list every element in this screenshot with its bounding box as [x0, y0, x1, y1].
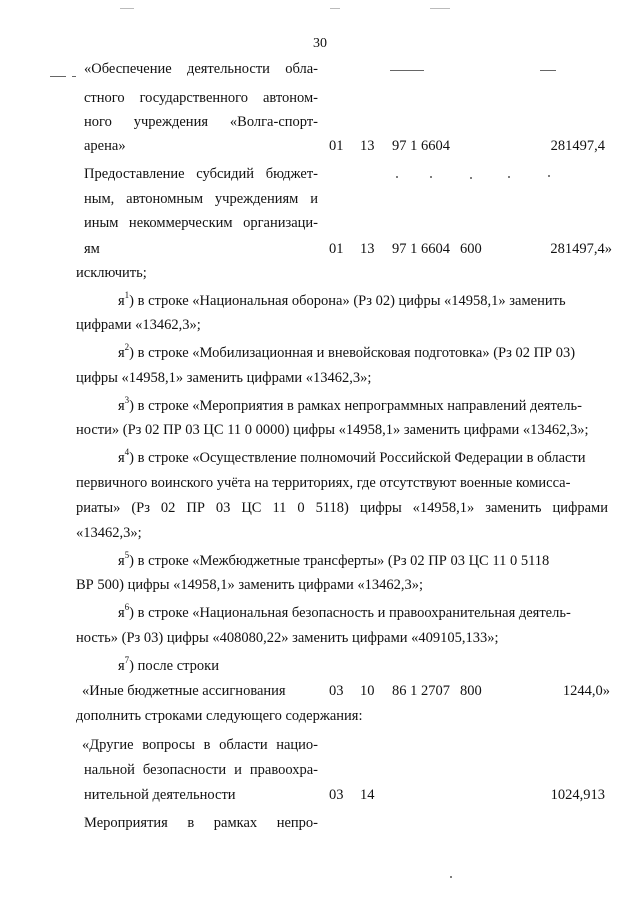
item-text: ) в строке «Мобилизационная и вневойсковая подготовка» (Рз 02 ПР 03) [129, 345, 576, 361]
item-text: ) после строки [129, 658, 219, 674]
block1-line: ного учреждения «Волга-спорт- [84, 114, 318, 130]
scan-dot [548, 175, 550, 177]
block1-code-pr: 13 [360, 138, 375, 154]
block3-line: нительной деятельности [84, 787, 236, 803]
amendment-item-5-cont: ВР 500) цифры «14958,1» заменить цифрами «13462,3»; [76, 577, 424, 593]
item-prefix: я [118, 398, 125, 414]
after-row-label: «Иные бюджетные ассигнования [82, 683, 286, 699]
amendment-item-6 [118, 604, 571, 622]
scan-dot [470, 177, 472, 179]
item-number: 7 [124, 655, 130, 665]
item-text: ) в строке «Межбюджетные трансферты» (Рз 02 ПР 03 ЦС 11 0 5118 [129, 553, 550, 569]
item-number: 6 [124, 602, 130, 612]
scan-dot [396, 176, 398, 178]
block3-amount: 1024,913 [550, 787, 605, 803]
block3-line: нальной безопасности и правоохра- [84, 762, 318, 778]
item-text: ) в строке «Мероприятия в рамках непрограммных направлений деятель- [129, 398, 582, 414]
amendment-item-6-cont: ность» (Рз 03) цифры «408080,22» заменить цифрами «409105,133»; [76, 630, 499, 646]
scan-speck [330, 8, 340, 9]
block2-amount: 281497,4» [550, 241, 612, 257]
item-text: ) в строке «Осуществление полномочий Российской Федерации в области [129, 450, 586, 466]
item-prefix: я [118, 605, 125, 621]
block1-amount: 281497,4 [550, 138, 605, 154]
block2-code-rz: 01 [329, 241, 344, 257]
amendment-item-1 [118, 292, 566, 310]
after-row-code-cs: 86 1 2707 [392, 683, 450, 699]
block1-code-cs: 97 1 6604 [392, 138, 450, 154]
after-row-code-pr: 10 [360, 683, 375, 699]
item-number: 1 [124, 290, 130, 300]
block1-line: стного государственного автоном- [84, 90, 318, 106]
item-prefix: я [118, 553, 125, 569]
exclude-text: исключить; [76, 265, 147, 281]
scan-dash [50, 76, 66, 77]
scan-dot [450, 876, 452, 878]
block2-line: иным некоммерческим организаци- [84, 215, 318, 231]
scan-dot [508, 176, 510, 178]
block3-code-rz: 03 [329, 787, 344, 803]
item-text: ) в строке «Национальная безопасность и правоохранительная деятель- [129, 605, 571, 621]
item-prefix: я [118, 293, 125, 309]
amendment-item-4 [118, 449, 586, 467]
item-number: 2 [124, 342, 130, 352]
after-row-code-rz: 03 [329, 683, 344, 699]
item-text: ) в строке «Национальная оборона» (Рз 02) цифры «14958,1» заменить [129, 293, 566, 309]
amendment-item-3-cont: ности» (Рз 02 ПР 03 ЦС 11 0 0000) цифры «14958,1» заменить цифрами «13462,3»; [76, 422, 589, 438]
amendment-item-2 [118, 344, 575, 362]
after-row-amount: 1244,0» [562, 683, 610, 699]
item-number: 3 [124, 395, 130, 405]
scan-dash [540, 70, 556, 71]
after-row-code-vr: 800 [460, 683, 482, 699]
block2-line: ным, автономным учреждениям и [84, 191, 318, 207]
amendment-item-4-cont: риаты» (Рз 02 ПР 03 ЦС 11 0 5118) цифры «14958,1» заменить цифрами [76, 500, 608, 516]
block3-line: «Другие вопросы в области нацио- [82, 737, 318, 753]
amendment-item-4-cont: «13462,3»; [76, 525, 142, 541]
block2-line: ям [84, 241, 100, 257]
page-number: 30 [313, 36, 327, 51]
amendment-item-2-cont: цифры «14958,1» заменить цифрами «13462,3»; [76, 370, 372, 386]
block3-code-pr: 14 [360, 787, 375, 803]
block1-line: «Обеспечение деятельности обла- [84, 61, 318, 77]
block4-line: Мероприятия в рамках непро- [84, 815, 318, 831]
block2-line: Предоставление субсидий бюджет- [84, 166, 318, 182]
add-lines-text: дополнить строками следующего содержания: [76, 708, 363, 724]
item-prefix: я [118, 450, 125, 466]
amendment-item-3 [118, 397, 582, 415]
amendment-item-4-cont: первичного воинского учёта на территориях, где отсутствуют военные комисса- [76, 475, 571, 491]
block1-code-rz: 01 [329, 138, 344, 154]
block2-code-pr: 13 [360, 241, 375, 257]
item-prefix: я [118, 658, 125, 674]
scan-dash [390, 70, 424, 71]
block2-code-vr: 600 [460, 241, 482, 257]
amendment-item-1-cont: цифрами «13462,3»; [76, 317, 201, 333]
scan-dash [72, 76, 76, 77]
item-prefix: я [118, 345, 125, 361]
block2-code-cs: 97 1 6604 [392, 241, 450, 257]
item-number: 4 [124, 447, 130, 457]
scan-speck [120, 8, 134, 9]
amendment-item-5 [118, 552, 549, 570]
amendment-item-7 [118, 657, 219, 675]
scan-speck [430, 8, 450, 9]
block1-line: арена» [84, 138, 126, 154]
item-number: 5 [124, 550, 130, 560]
scan-dot [430, 176, 432, 178]
